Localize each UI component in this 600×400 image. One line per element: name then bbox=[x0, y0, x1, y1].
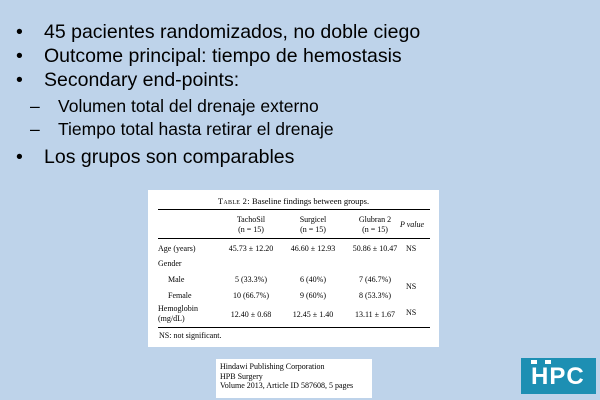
table-cell: 10 (66.7%) bbox=[233, 291, 269, 300]
table-cell: 12.45 ± 1.40 bbox=[292, 310, 334, 319]
bullet-item bbox=[14, 68, 420, 92]
row-label-hemoglobin-unit: (mg/dL) bbox=[158, 314, 185, 323]
col-header-n: (n = 15) bbox=[238, 225, 264, 234]
col-header-n: (n = 15) bbox=[300, 225, 326, 234]
bullet-text: 45 pacientes randomizados, no doble ciego bbox=[44, 21, 421, 43]
table-cell: 46.60 ± 12.93 bbox=[290, 244, 336, 253]
table-cell: 5 (33.3%) bbox=[235, 275, 267, 284]
bullet-text: Secondary end-points: bbox=[44, 69, 240, 91]
sub-bullet-item bbox=[14, 118, 334, 141]
table-cell: 45.73 ± 12.20 bbox=[228, 244, 274, 253]
col-header-n: (n = 15) bbox=[362, 225, 388, 234]
table-top-rule bbox=[158, 209, 430, 210]
table-caption bbox=[148, 196, 439, 206]
row-label-female: Female bbox=[168, 291, 192, 300]
row-label-age: Age (years) bbox=[158, 244, 196, 253]
sub-bullet-dash: – bbox=[30, 96, 40, 116]
col-header-surgicel: Surgicel bbox=[299, 215, 327, 224]
row-label-gender: Gender bbox=[158, 259, 182, 268]
bullet-dot: • bbox=[16, 146, 23, 168]
sub-bullet-dash: – bbox=[30, 119, 40, 139]
table-cell: 8 (53.3%) bbox=[359, 291, 391, 300]
table-cell: 12.40 ± 0.68 bbox=[230, 310, 272, 319]
baseline-table-image bbox=[148, 190, 439, 347]
citation-publisher: Hindawi Publishing Corporation bbox=[220, 362, 325, 371]
table-cell: 7 (46.7%) bbox=[359, 275, 391, 284]
table-cell: 9 (60%) bbox=[300, 291, 326, 300]
table-label: Table 2: bbox=[217, 196, 250, 206]
bullet-list-continued bbox=[14, 145, 294, 169]
bullet-dot: • bbox=[16, 21, 23, 43]
bullet-item bbox=[14, 145, 294, 169]
table-cell: 6 (40%) bbox=[300, 275, 326, 284]
row-label-hemoglobin: Hemoglobin bbox=[158, 304, 198, 313]
table-cell: 13.11 ± 1.67 bbox=[354, 310, 396, 319]
sub-bullet-text: Tiempo total hasta retirar el drenaje bbox=[58, 119, 334, 139]
row-label-male: Male bbox=[168, 275, 185, 284]
table-cell-p: NS bbox=[406, 308, 417, 317]
logo-text: HPC bbox=[531, 363, 585, 390]
table-footnote: NS: not significant. bbox=[159, 331, 222, 340]
table-cell-p: NS bbox=[406, 282, 417, 291]
bullet-item bbox=[14, 44, 420, 68]
bullet-dot: • bbox=[16, 69, 23, 91]
table-title: Baseline findings between groups. bbox=[252, 196, 370, 206]
bullet-item bbox=[14, 20, 420, 44]
col-header-glubran: Glubran 2 bbox=[358, 215, 392, 224]
col-header-p-value: P value bbox=[400, 220, 425, 229]
citation-volume: Volume 2013, Article ID 587608, 5 pages bbox=[220, 381, 354, 390]
hpc-logo bbox=[521, 358, 596, 394]
bullet-text: Outcome principal: tiempo de hemostasis bbox=[44, 45, 402, 67]
bullet-text: Los grupos son comparables bbox=[44, 146, 295, 168]
sub-bullet-list bbox=[14, 95, 334, 141]
citation-box bbox=[216, 359, 372, 398]
table-cell: 50.86 ± 10.47 bbox=[352, 244, 398, 253]
citation-journal: HPB Surgery bbox=[220, 371, 263, 381]
table-cell-p: NS bbox=[406, 244, 417, 253]
col-header-tachosil: TachoSil bbox=[236, 215, 266, 224]
table-header-rule bbox=[158, 238, 430, 239]
sub-bullet-item bbox=[14, 95, 334, 118]
sub-bullet-text: Volumen total del drenaje externo bbox=[58, 96, 319, 116]
table-bottom-rule bbox=[158, 327, 430, 328]
bullet-list bbox=[14, 20, 420, 92]
bullet-dot: • bbox=[16, 45, 23, 67]
